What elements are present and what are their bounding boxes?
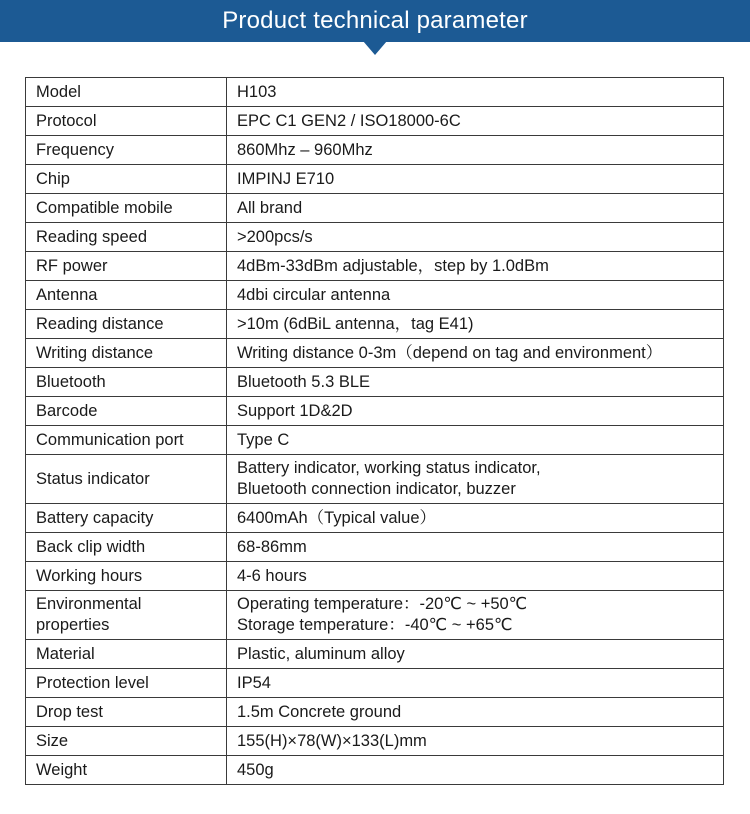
spec-label-text: Drop test: [36, 702, 103, 721]
spec-value-cell: [227, 136, 724, 165]
spec-value-cell: [227, 533, 724, 562]
spec-value-text: 68-86mm: [237, 537, 307, 556]
spec-label-text: Weight: [36, 760, 88, 779]
spec-label-cell: [26, 640, 227, 669]
spec-table: [25, 77, 724, 785]
spec-value-text: Operating temperature：-20℃ ~ +50℃: [237, 595, 528, 613]
spec-label-cell: [26, 591, 227, 640]
table-row: [26, 252, 724, 281]
spec-value-cell: [227, 165, 724, 194]
spec-label-cell: [26, 223, 227, 252]
spec-value-cell: [227, 455, 724, 504]
spec-label-text: Barcode: [36, 401, 98, 420]
spec-label-cell: [26, 455, 227, 504]
banner-pointer: [363, 41, 387, 55]
spec-value-text: Bluetooth connection indicator, buzzer: [237, 480, 516, 498]
spec-label-cell: [26, 339, 227, 368]
spec-label-cell: [26, 533, 227, 562]
table-row: [26, 397, 724, 426]
spec-value-text: >10m (6dBiL antenna，tag E41): [237, 314, 474, 333]
spec-label-text: Reading speed: [36, 227, 148, 246]
spec-value-text: Writing distance 0-3m（depend on tag and environment）: [237, 343, 663, 362]
spec-value-text: >200pcs/s: [237, 227, 313, 246]
spec-label-text: Compatible mobile: [36, 198, 173, 217]
table-row: [26, 698, 724, 727]
table-row: [26, 533, 724, 562]
spec-value-text: 4dbi circular antenna: [237, 285, 391, 304]
spec-label-cell: [26, 669, 227, 698]
table-row: [26, 669, 724, 698]
table-row: [26, 223, 724, 252]
table-row: [26, 504, 724, 533]
spec-label-cell: [26, 194, 227, 223]
table-row: [26, 455, 724, 504]
spec-value-text: H103: [237, 82, 277, 101]
spec-value-text: All brand: [237, 198, 303, 217]
spec-label-cell: [26, 165, 227, 194]
spec-label-cell: [26, 281, 227, 310]
spec-value-text: EPC C1 GEN2 / ISO18000-6C: [237, 111, 461, 130]
table-row: [26, 310, 724, 339]
spec-value-text: Bluetooth 5.3 BLE: [237, 372, 371, 391]
spec-label-text: Bluetooth: [36, 372, 106, 391]
spec-label-text: Chip: [36, 169, 70, 188]
spec-label-cell: [26, 504, 227, 533]
table-row: [26, 136, 724, 165]
spec-label-cell: [26, 756, 227, 785]
spec-value-text: IP54: [237, 673, 271, 692]
spec-label-cell: [26, 698, 227, 727]
spec-label-cell: [26, 562, 227, 591]
spec-value-text: 6400mAh（Typical value）: [237, 508, 437, 527]
spec-value-text: Support 1D&2D: [237, 401, 353, 420]
spec-label-text: Environmental: [36, 595, 142, 613]
spec-value-cell: [227, 562, 724, 591]
table-row: [26, 78, 724, 107]
spec-label-text: Protection level: [36, 673, 149, 692]
spec-value-text: 155(H)×78(W)×133(L)mm: [237, 731, 427, 750]
spec-value-text: Plastic, aluminum alloy: [237, 644, 405, 663]
spec-value-cell: [227, 669, 724, 698]
spec-value-cell: [227, 756, 724, 785]
table-row: [26, 591, 724, 640]
spec-value-text: 4-6 hours: [237, 566, 307, 585]
spec-value-cell: [227, 223, 724, 252]
spec-value-cell: [227, 281, 724, 310]
table-row: [26, 640, 724, 669]
spec-value-cell: [227, 339, 724, 368]
spec-label-text: Reading distance: [36, 314, 164, 333]
spec-table-body: [26, 78, 724, 785]
spec-label-text: Writing distance: [36, 343, 154, 362]
spec-label-cell: [26, 136, 227, 165]
table-row: [26, 107, 724, 136]
spec-value-cell: [227, 727, 724, 756]
spec-label-cell: [26, 397, 227, 426]
spec-value-cell: [227, 107, 724, 136]
spec-value-text: IMPINJ E710: [237, 169, 335, 188]
spec-value-cell: [227, 194, 724, 223]
spec-label-text: Back clip width: [36, 537, 146, 556]
spec-value-text: 1.5m Concrete ground: [237, 702, 402, 721]
table-row: [26, 281, 724, 310]
spec-label-text: Antenna: [36, 285, 98, 304]
spec-label-text: Protocol: [36, 111, 97, 130]
spec-label-text: properties: [36, 616, 110, 634]
spec-label-text: Communication port: [36, 430, 184, 449]
spec-value-cell: [227, 368, 724, 397]
spec-label-text: Battery capacity: [36, 508, 154, 527]
spec-value-cell: [227, 698, 724, 727]
spec-label-text: Size: [36, 731, 69, 750]
spec-label-cell: [26, 252, 227, 281]
spec-value-cell: [227, 504, 724, 533]
table-row: [26, 562, 724, 591]
spec-label-text: Model: [36, 82, 81, 101]
table-row: [26, 727, 724, 756]
spec-label-text: Status indicator: [36, 469, 150, 488]
spec-label-cell: [26, 727, 227, 756]
table-row: [26, 339, 724, 368]
table-row: [26, 756, 724, 785]
spec-value-cell: [227, 426, 724, 455]
spec-label-text: Working hours: [36, 566, 143, 585]
spec-value-text: 860Mhz – 960Mhz: [237, 140, 373, 159]
spec-label-cell: [26, 107, 227, 136]
spec-value-text: 4dBm-33dBm adjustable，step by 1.0dBm: [237, 256, 549, 275]
spec-label-cell: [26, 426, 227, 455]
spec-value-cell: [227, 397, 724, 426]
spec-value-cell: [227, 640, 724, 669]
spec-value-text: Storage temperature：-40℃ ~ +65℃: [237, 616, 513, 634]
spec-label-cell: [26, 368, 227, 397]
spec-label-text: RF power: [36, 256, 108, 275]
spec-value-cell: [227, 252, 724, 281]
spec-value-cell: [227, 591, 724, 640]
spec-value-text: 450g: [237, 760, 274, 779]
spec-value-cell: [227, 310, 724, 339]
spec-value-text: Type C: [237, 430, 290, 449]
spec-label-text: Frequency: [36, 140, 114, 159]
page-title: Product technical parameter: [222, 7, 528, 34]
table-row: [26, 426, 724, 455]
table-row: [26, 165, 724, 194]
spec-label-text: Material: [36, 644, 95, 663]
spec-value-text: Battery indicator, working status indicator,: [237, 459, 541, 477]
table-row: [26, 194, 724, 223]
spec-label-cell: [26, 310, 227, 339]
table-row: [26, 368, 724, 397]
spec-label-cell: [26, 78, 227, 107]
spec-value-cell: [227, 78, 724, 107]
